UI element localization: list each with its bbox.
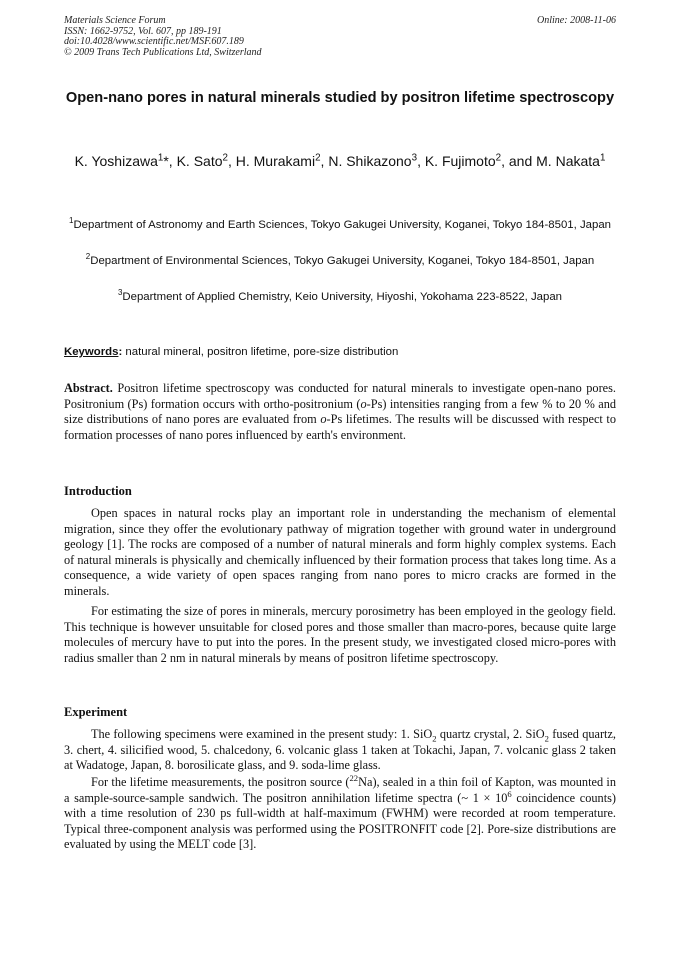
author-separator: , and (501, 153, 537, 169)
corresponding-mark: *, (163, 153, 177, 169)
superscript: 6 (507, 788, 512, 799)
author-affil-sup: 2 (222, 152, 228, 164)
section-heading-experiment: Experiment (64, 705, 128, 719)
author-name: K. Yoshizawa (74, 153, 158, 169)
experiment-text: quartz crystal, 2. SiO (436, 727, 545, 741)
author-affil-sup: 3 (411, 152, 418, 164)
experiment-text: Na), sealed in a thin foil of Kapton, was mounted in a sample-source-sample sandwich. The positron annihilation lifetime spectra (~ 1 × 10 (64, 775, 616, 805)
intro-paragraph-1: Open spaces in natural rocks play an important role in understanding the mechanism of elemental migration, since they offer the evolutionary pathway of migration together with ground water in underground geology [1]. The rocks are composed of a number of natural minerals and form highly complex systems. Each of natural minerals is physically and chemically influenced by their formation process that takes long time. As a consequence, a wide variety of open spaces ranging from nano pores to micro cracks are formed in the minerals. (64, 506, 616, 598)
experiment-text: coincidence counts) with a time resolution of 230 ps full-width at half-maximum (FWHM) were recorded at room temperature. Typical three-component analysis was performed using the POSITRONFIT code [2]. Pore-size distributions are evaluated by using the MELT code [3]. (64, 790, 616, 851)
intro-paragraph-2: For estimating the size of pores in minerals, mercury porosimetry has been employed in the geology field. This technique is however unsuitable for closed pores and those smaller than macro-pores, because quite large molecules of mercury have to put into the pores. In the present study, we investigated closed micro-pores with radius smaller than 2 nm in natural minerals by means of positron lifetime spectroscopy. (64, 604, 616, 665)
experiment-text: fused quartz, 3. chert, 4. silicified wood, 5. chalcedony, 6. volcanic glass 1 taken at Tokachi, Japan, 7. volcanic glass 2 taken at Wadatoge, Japan, 8. borosilicate glass, and 9. soda-lime glass. (64, 727, 616, 772)
journal-name: Materials Science Forum (64, 15, 166, 26)
journal-copyright: © 2009 Trans Tech Publications Ltd, Switzerland (64, 46, 262, 58)
keywords-label: Keywords (64, 346, 119, 358)
abstract-italic-o: o (360, 396, 367, 411)
affiliation-number: 3 (117, 288, 123, 298)
online-date: Online: 2008-11-06 (537, 15, 616, 26)
abstract-paragraph (64, 381, 616, 443)
experiment-text: For the lifetime measurements, the positron source ( (91, 775, 350, 789)
abstract-label: Abstract. (64, 381, 113, 395)
affiliation-number: 1 (69, 216, 74, 226)
abstract-text: -Ps) intensities ranging from a few % to 20 % and size distributions of nano pores are evaluated from (64, 396, 616, 426)
keywords-text: natural mineral, positron lifetime, pore-size distribution (125, 346, 399, 358)
superscript: 22 (349, 772, 359, 783)
affiliation-1 (64, 217, 616, 233)
subscript: 2 (432, 733, 437, 744)
affiliation-3 (64, 289, 616, 305)
experiment-paragraph-1 (64, 727, 616, 774)
author-separator: , (417, 153, 425, 169)
keywords-colon: : (118, 346, 126, 358)
experiment-text: The following specimens were examined in the present study: 1. SiO (91, 727, 433, 741)
author-name: H. Murakami (235, 153, 316, 169)
journal-doi: doi:10.4028/www.scientific.net/MSF.607.189 (64, 36, 244, 47)
author-name: N. Shikazono (328, 153, 412, 169)
affiliation-text: Department of Applied Chemistry, Keio University, Hiyoshi, Yokohama 223-8522, Japan (122, 291, 563, 303)
affiliation-text: Department of Environmental Sciences, Tokyo Gakugei University, Koganei, Tokyo 184-8501, Japan (90, 255, 595, 267)
author-list (64, 152, 616, 172)
keywords-line (64, 346, 616, 358)
experiment-paragraph-2 (64, 772, 616, 853)
author-name: K. Sato (176, 153, 223, 169)
abstract-text: Positron lifetime spectroscopy was conducted for natural minerals to investigate open-nano pores. Positronium (Ps) formation occurs with ortho-positronium ( (64, 381, 616, 411)
paper-title: Open-nano pores in natural minerals studied by positron lifetime spectroscopy (65, 90, 615, 106)
subscript: 2 (544, 733, 549, 744)
author-affil-sup: 2 (315, 152, 321, 164)
author-separator: , (320, 153, 329, 169)
affiliation-2 (64, 253, 616, 269)
journal-issn: ISSN: 1662-9752, Vol. 607, pp 189-191 (64, 25, 222, 37)
author-affil-sup: 1 (157, 152, 164, 164)
author-name: K. Fujimoto (424, 153, 496, 169)
author-separator: , (227, 153, 236, 169)
author-affil-sup: 2 (495, 152, 502, 164)
author-name: M. Nakata (536, 153, 600, 169)
section-heading-introduction: Introduction (64, 484, 132, 498)
author-affil-sup: 1 (599, 152, 606, 164)
abstract-text: -Ps lifetimes. The results will be discussed with respect to formation processes of nano pores influenced by earth's environment. (64, 412, 617, 442)
affiliation-text: Department of Astronomy and Earth Sciences, Tokyo Gakugei University, Koganei, Tokyo 184-8501, Japan (73, 219, 611, 231)
journal-header (64, 16, 616, 58)
affiliation-number: 2 (85, 252, 91, 262)
abstract-italic-o: o (320, 412, 327, 426)
